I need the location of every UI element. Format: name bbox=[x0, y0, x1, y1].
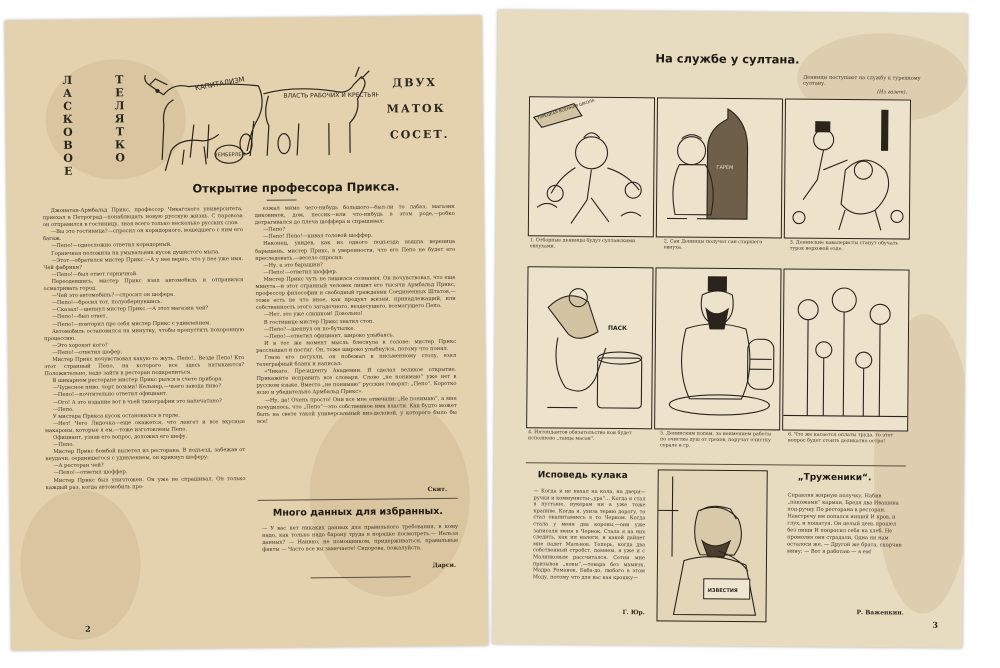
paragraph: —Вы это гостиница?—спросил он коридорного, вошедшего с ним его багаж. bbox=[42, 227, 243, 243]
cows-cartoon bbox=[133, 53, 379, 176]
page-number-left: 2 bbox=[85, 623, 91, 634]
article-column-1 bbox=[43, 206, 247, 608]
paragraph: —Пепо!—ответил шофер. bbox=[52, 349, 123, 356]
panel-caption-5: 5. Денинским попам, за неимением работы по очистке душ от грехов, поручат очистку серале в гр. bbox=[659, 431, 772, 449]
heading-word-1: ДВУХ bbox=[392, 75, 438, 90]
paragraph: —А ресторан чей? bbox=[53, 462, 104, 470]
panel-label-harem: ГАРЕМ bbox=[716, 164, 734, 172]
vertical-headline-left bbox=[61, 74, 74, 178]
paragraph: —Пепо!—ответил шоффер. bbox=[263, 268, 338, 276]
vertical-letter: О bbox=[115, 151, 126, 165]
vertical-letter: Л bbox=[62, 73, 73, 87]
paragraph: —Пепо!—почтительно ответил официант. bbox=[52, 391, 168, 399]
paragraph: Автомобиль остановился на минутку, чтобы пропустить похоронную процессию. bbox=[44, 326, 244, 342]
paragraph: —Пепо!—ответил официант, широко улыбаясь. bbox=[264, 332, 395, 340]
vertical-letter: Т bbox=[115, 73, 124, 87]
right-page bbox=[492, 10, 968, 648]
paragraph: Глаза его потухли, он побежал к письменному столу, взял телеграфный бланк и написал: bbox=[256, 352, 457, 368]
paragraph: —Ну, а это барышни? bbox=[263, 261, 323, 269]
heading-word-2: МАТОК bbox=[386, 101, 446, 116]
title-rule bbox=[267, 199, 297, 200]
article-column-2 bbox=[255, 204, 458, 486]
paragraph: —Пепо. bbox=[52, 406, 74, 413]
confession-signature: Г. Юр. bbox=[622, 609, 645, 617]
paragraph: —Ого! А это издание вот в чьей типографии это напечатано? bbox=[52, 397, 222, 406]
comic-panel-3 bbox=[784, 98, 911, 239]
confession-text: — Когда я не нахал на кола, на двери—ручки и коммунисты-„ура“... Когда я стал в пустыне, нукерам ни в уже тоже крапиве. Когда я, ухиза теряю дорогу, то стал окапитамиесь в то Черном. Когда стала у меня два коровы,—они уже записали меня в Чернок. Стала я на них следить, как ни налоги, и какой дайнет мне надет Мальнов. Теперь, когда два собственный стробст, помнем, я уже и с Малинковым рассчитался. Сотни мне призывов „ковы“,—товара без мамиэх. Мадра Романов, Баба-до, любого в этом Моду, потому что для вас вая крошку— bbox=[532, 488, 646, 581]
comic-panel-4 bbox=[526, 266, 653, 429]
paragraph: —Пепо! Пепо!—кивал головой шоффер. bbox=[262, 233, 373, 241]
left-page bbox=[5, 16, 489, 651]
article-signature: Скит. bbox=[427, 485, 448, 494]
panel-label-school: ТУРЕЦКАЯ ВОЕННАЯ ШКОЛА bbox=[536, 97, 596, 121]
paragraph: Мистер Прикс был уничтожен. Он уже не спрашивал. Он только каждый раз, когда автомобиль про- bbox=[45, 475, 246, 491]
panel-caption-1: 1. Отборные денинцы будут султанскими евнухами. bbox=[529, 238, 636, 250]
comic-panel-1 bbox=[528, 96, 655, 237]
paragraph: В гостинице мистер Прикс хватил стоп. bbox=[263, 318, 375, 326]
page-number-right: 3 bbox=[932, 619, 939, 630]
vertical-letter: О bbox=[63, 151, 74, 165]
section-divider bbox=[526, 462, 906, 466]
panel-caption-3: 3. Денинские кавалеристы станут обучать турок верховой езде. bbox=[789, 240, 899, 252]
vertical-letter: О bbox=[63, 125, 73, 139]
paragraph: «Чикаго. Президенту Академии. Я сделал великое открытие. Прикажите исправить все словари. Слово „не понимаю“ уже нет в русском языке. Вместо „не понимаю“ русские говорят: „Пепо“. Коротко ясно и убедительно Армбальд Прикс». bbox=[256, 366, 457, 397]
paragraph: —Пепо!—был ответ горничной. bbox=[51, 270, 138, 278]
paragraph: —Пепо!—ответил шоффер. bbox=[53, 469, 128, 477]
vertical-letter: С bbox=[63, 99, 73, 113]
paragraph: Переодевшись, мистер Прикс взял автомобиль и отправился осматривать город. bbox=[43, 276, 244, 293]
paragraph: —Пепо? bbox=[262, 226, 286, 234]
paragraph: У мистера Прикса кусок остановился в горле. bbox=[52, 412, 180, 420]
vertical-letter: А bbox=[62, 86, 73, 100]
heading-word-3: СОСЕТ. bbox=[389, 127, 450, 142]
cartoon-label-capitalism: КАПИТАЛИЗМ bbox=[194, 75, 246, 93]
panel-caption-4: 4. Интендантов обязательство кои будет исполнено „танца масон". bbox=[528, 430, 632, 442]
article-title: Открытие профессора Прикса. bbox=[192, 179, 400, 196]
paragraph: Официант, узнав его вопрос, доложил его шефу. bbox=[53, 433, 188, 442]
vertical-letter: К bbox=[114, 138, 126, 152]
vertical-letter: В bbox=[63, 138, 73, 152]
panel-caption-2: 2. Сан Денинцы получат сан старшего евнуха. bbox=[663, 239, 763, 251]
paragraph: Мистер Прикс чуть не лишился сознания. Он почувствовал, что еще минута—и этот странный человек лишит его тысячи Армбальд Прикс, профессор философии и свободный гражданин Соединенных Штатов,—тоже есть не что иное, как продукт жизни, принадлежащий, или собственность этого загадочного, вездесущего, всемогущего Пепо. bbox=[255, 274, 456, 312]
paragraph: —Нет! Чего Лидочка—еще окажется, что лангет и все вкусные макароны, которые я ем,—тоже изготовлены Пепо. bbox=[44, 418, 245, 435]
paragraph: —Сказал!—шепнул мистер Прикс.—А этот магазин чей? bbox=[51, 305, 209, 314]
paragraph: —Чудесное пиво, чорт возьми! Кельнер,—чьего завода пиво? bbox=[52, 383, 222, 392]
paragraph: Горничная положила на умывальник кусок душистого мыла. bbox=[51, 248, 220, 257]
paragraph: В шикарном ресторане мистер Прикс рылся в счете прибора. bbox=[52, 376, 224, 385]
cartoon-newspaper-label: ИЗВЕСТИЯ bbox=[707, 587, 738, 595]
kulak-cartoon bbox=[656, 469, 767, 622]
comic-panel-2 bbox=[656, 97, 783, 238]
section2-signature: Дарси. bbox=[432, 561, 457, 570]
vertical-letter: Л bbox=[114, 99, 125, 113]
comic-subtitle: Денинцы поступают на службу к турецкому султану. bbox=[803, 74, 921, 87]
vertical-headline-middle bbox=[113, 73, 126, 164]
paragraph: —Пепо!—односложно ответил коридорный. bbox=[51, 242, 172, 250]
paragraph: —Чей это автомобиль?—спросил он шофера. bbox=[51, 291, 175, 300]
paragraph: Джонатан-Армбальд Прикс, профессор Чикагского университета, приехал в Петроград—понаблюдать новую русскую жизнь. С паровоза он отправился в гостиницу, зная всего только несколько русских слов. bbox=[42, 206, 243, 229]
vertical-letter: Я bbox=[114, 112, 125, 126]
comic-panel-6 bbox=[782, 268, 909, 431]
workers-title: „Труженики“. bbox=[797, 472, 872, 484]
cartoon-label-chamberlain: ЧЕМБЕРЛЕН bbox=[214, 152, 246, 159]
panel-label-pask: ПАСК bbox=[607, 324, 628, 333]
paragraph: Наконец, увидев, как из одного подъезда вышла вереница барышень, мистер Прикс, в уверенности, что его Пепо не будет его преследовать,—весело спросил: bbox=[255, 239, 456, 262]
vertical-letter: Е bbox=[64, 164, 73, 178]
paragraph: —Этот—обратился мистер Прикс.—А у нее верно, что у нее уже имя. Чей фабрики? bbox=[43, 255, 244, 271]
paragraph: —Пепо!—бросил тот, полуобернувшись. bbox=[51, 299, 163, 307]
panel-caption-6: 6. Что же касается оплаты труда, то этот вопрос будет стоить деликатно остро! bbox=[788, 432, 894, 445]
vertical-letter: К bbox=[62, 112, 73, 126]
workers-text: Справляя жирную получку, Набив „пакожами“ карман, Бредя два Ивашина под-ручку По ресторана в ресторан. Навстречу им попался нищий И кров, и глух, и пошатуя. Он целый день прошел без пищи И попросил себя на хлеб. Не промолвя они страдали, Одна ни нам осталоси же, — Другой же брата, скорчив мину: — Вот я работаю — я ем! bbox=[787, 492, 902, 556]
comic-panel-5 bbox=[654, 267, 781, 430]
paragraph: —Ну, да! Очень просто! Они все мне отвечали: „Не понимаю“, а мне почудилось, что „Пепо“—это собственное имя власти. Как будто может быть на свете такой универсальный виз-деловой, у которого было бы все! bbox=[256, 395, 457, 425]
paragraph: И в тот же момент мысль блеснула в голове: мистер Прикс расслышал и постиг. Он, тоже широко улыбнулся, потому что понял. bbox=[256, 338, 457, 354]
workers-signature: Р. Важенкин. bbox=[856, 609, 904, 617]
paragraph: —Пепо!—был ответ. bbox=[51, 313, 108, 321]
paragraph: —Нет, это уже слишком! Довольно! bbox=[263, 311, 363, 319]
section2-title: Много данных для избранных. bbox=[272, 505, 444, 519]
vertical-letter: Е bbox=[115, 86, 124, 100]
paragraph: —Пепо. bbox=[53, 441, 75, 449]
paragraph: Мистер Прикс бомбой вылетел из ресторана. В подъезд, забежав от неудачи, сердившегося с удивлением, он крикнул шоферу: bbox=[45, 447, 246, 463]
section2-text: — У вас нет никаких данных для правильного требования, в кому надо, как только надо барону труда в порядке посмотреть.— Нельзя данных? — Наивно, не помощником, придерживаться, правильные факты — Часто все вы замечаете! Сидорова, пожалуйста. bbox=[262, 523, 459, 554]
comic-subtitle-source: (Из газет). bbox=[877, 89, 908, 96]
cartoon-label-workers-power: ВЛАСТЬ РАБОЧИХ И КРЕСТЬЯН bbox=[283, 91, 380, 100]
paragraph: —Пепо?—шепнул он по-бутылке. bbox=[263, 325, 356, 333]
paragraph: —Это хоронят кого? bbox=[52, 342, 108, 349]
confession-title: Исповедь кулака bbox=[537, 470, 628, 482]
comic-title: На службе у султана. bbox=[655, 51, 800, 67]
paragraph: —Пепо!—повторил про себя мистер Прикс с удивлением. bbox=[51, 319, 211, 328]
paragraph: езжал мимо чего-нибудь большого—был-ли то лабаз, магазин диковинок, дом, пессик—или что-нибудь в этом роде,—робко дотрагивался до плеча шоффера и спрашивал: bbox=[254, 203, 455, 227]
paragraph: Мистер Прикс почувствовал какую-то жуть. Пепо!.. Везде Пепо! Кто этот странный Пепо, на которого все здесь натыкаются? Положительно, надо зайти в ресторан подкрепиться. bbox=[44, 354, 245, 378]
vertical-letter: Т bbox=[115, 125, 125, 139]
